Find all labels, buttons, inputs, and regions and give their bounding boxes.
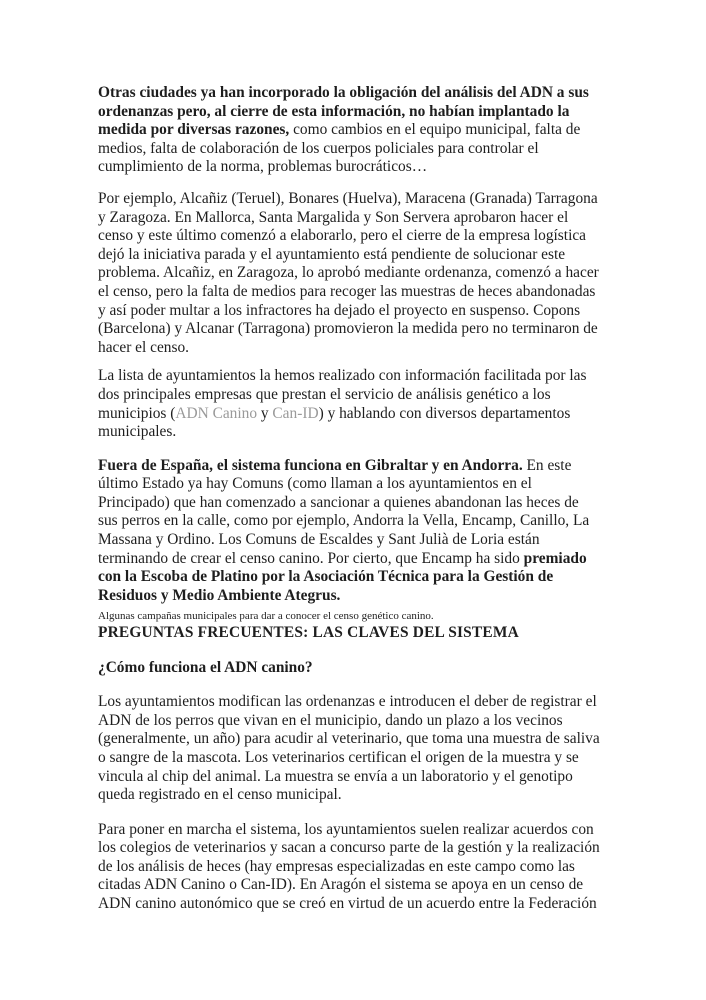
para-1 bbox=[98, 84, 616, 177]
text-segment: último Estado ya hay Comuns (como llaman a los ayuntamientos en el bbox=[98, 475, 532, 493]
text-line bbox=[98, 730, 616, 749]
text-segment: Los ayuntamientos modifican las ordenanzas e introducen el deber de registrar el bbox=[98, 693, 597, 711]
link-adn-canino[interactable]: ADN Canino bbox=[175, 404, 258, 422]
text-segment: los colegios de veterinarios y sacan a concurso parte de la gestión y la realización bbox=[98, 839, 600, 857]
text-line bbox=[98, 475, 616, 494]
para-3 bbox=[98, 367, 616, 441]
text-line bbox=[98, 512, 616, 531]
text-line bbox=[98, 246, 616, 265]
text-line bbox=[98, 264, 616, 283]
text-segment: hacer el censo. bbox=[98, 338, 190, 356]
text-line bbox=[98, 768, 616, 787]
text-line bbox=[98, 749, 616, 768]
text-segment: Para poner en marcha el sistema, los ayuntamientos suelen realizar acuerdos con bbox=[98, 820, 594, 838]
text-segment: municipales. bbox=[98, 423, 177, 441]
text-line bbox=[98, 209, 616, 228]
text-segment: medida por diversas razones, bbox=[98, 121, 290, 139]
link-can-id[interactable]: Can-ID bbox=[272, 404, 319, 422]
text-segment: vincula al chip del animal. La muestra se envía a un laboratorio y el genotipo bbox=[98, 767, 573, 785]
text-line bbox=[98, 568, 616, 587]
text-segment: queda registrado en el censo municipal. bbox=[98, 786, 342, 804]
text-line bbox=[98, 367, 616, 386]
text-line bbox=[98, 386, 616, 405]
text-segment: La lista de ayuntamientos la hemos realizado con información facilitada por las bbox=[98, 367, 587, 385]
text-segment: como cambios en el equipo municipal, falta de bbox=[289, 121, 581, 139]
text-segment: premiado bbox=[523, 549, 587, 567]
text-line bbox=[98, 405, 616, 424]
text-segment: citadas ADN Canino o Can-ID). En Aragón el sistema se apoya en un censo de bbox=[98, 876, 584, 894]
text-line bbox=[98, 423, 616, 442]
text-line bbox=[98, 712, 616, 731]
text-segment: (Barcelona) y Alcanar (Tarragona) promovieron la medida pero no terminaron de bbox=[98, 320, 598, 338]
text-segment: y bbox=[257, 404, 273, 422]
text-segment: En este bbox=[522, 456, 572, 474]
text-segment: y Zaragoza. En Mallorca, Santa Margalida y Son Servera aprobaron hacer el bbox=[98, 208, 569, 226]
document-body bbox=[98, 84, 616, 914]
text-line bbox=[98, 693, 616, 712]
text-segment: o sangre de la mascota. Los veterinarios certifican el origen de la muestra y se bbox=[98, 748, 579, 766]
text-line bbox=[98, 103, 616, 122]
text-line bbox=[98, 624, 616, 643]
text-segment: ordenanzas pero, al cierre de esta información, no habían implantado la bbox=[98, 102, 570, 120]
text-segment: con la Escoba de Platino por la Asociación Técnica para la Gestión de bbox=[98, 568, 554, 586]
text-segment: Residuos y Medio Ambiente Ategrus. bbox=[98, 586, 341, 604]
text-line bbox=[98, 786, 616, 805]
text-segment: ¿Cómo funciona el ADN canino? bbox=[98, 658, 313, 676]
text-line bbox=[98, 587, 616, 606]
para-4 bbox=[98, 457, 616, 606]
text-line bbox=[98, 190, 616, 209]
text-segment: el censo, pero la falta de medios para recoger las muestras de heces abandonadas bbox=[98, 282, 596, 300]
text-line bbox=[98, 550, 616, 569]
text-segment: Fuera de España, el sistema funciona en Gibraltar y en Andorra. bbox=[98, 456, 523, 474]
text-segment: ADN canino autonómico que se creó en virtud de un acuerdo entre la Federación bbox=[98, 895, 597, 913]
text-segment: Algunas campañas municipales para dar a conocer el censo genético canino. bbox=[98, 610, 434, 623]
text-line bbox=[98, 659, 616, 678]
para-5 bbox=[98, 693, 616, 805]
text-segment: ) y hablando con diversos departamentos bbox=[318, 404, 571, 422]
text-segment: ADN de los perros que vivan en el municipio, dando un plazo a los vecinos bbox=[98, 711, 563, 729]
question-heading bbox=[98, 659, 616, 678]
text-segment: (generalmente, un año) para acudir al veterinario, que toma una muestra de saliva bbox=[98, 730, 600, 748]
text-line bbox=[98, 895, 616, 914]
text-segment: municipios ( bbox=[98, 404, 176, 422]
text-line bbox=[98, 457, 616, 476]
text-segment: medios, falta de colaboración de los cuerpos policiales para controlar el bbox=[98, 139, 539, 157]
text-line bbox=[98, 610, 616, 624]
text-line bbox=[98, 227, 616, 246]
text-segment: Por ejemplo, Alcañiz (Teruel), Bonares (Huelva), Maracena (Granada) Tarragona bbox=[98, 189, 598, 207]
text-line bbox=[98, 839, 616, 858]
faq-heading bbox=[98, 624, 616, 643]
text-segment: dos principales empresas que prestan el servicio de análisis genético a los bbox=[98, 385, 551, 403]
para-6 bbox=[98, 821, 616, 914]
text-segment: sus perros en la calle, como por ejemplo, Andorra la Vella, Encamp, Canillo, La bbox=[98, 512, 590, 530]
text-line bbox=[98, 140, 616, 159]
text-line bbox=[98, 320, 616, 339]
text-segment: Principado) que han comenzado a sancionar a quienes abandonan las heces de bbox=[98, 493, 579, 511]
text-line bbox=[98, 283, 616, 302]
text-segment: Massana y Ordino. Los Comuns de Escaldes y Sant Julià de Loria están bbox=[98, 531, 540, 549]
text-segment: censo y este último comenzó a elaborarlo, pero el cierre de la empresa logística bbox=[98, 227, 587, 245]
text-line bbox=[98, 339, 616, 358]
text-segment: Otras ciudades ya han incorporado la obligación del análisis del ADN a sus bbox=[98, 84, 589, 101]
text-line bbox=[98, 158, 616, 177]
text-segment: PREGUNTAS FRECUENTES: LAS CLAVES DEL SISTEMA bbox=[98, 623, 519, 641]
text-line bbox=[98, 531, 616, 550]
text-line bbox=[98, 121, 616, 140]
text-line bbox=[98, 84, 616, 103]
text-segment: y así poder multar a los infractores ha dejado el proyecto en suspenso. Copons bbox=[98, 301, 581, 319]
text-line bbox=[98, 494, 616, 513]
text-line bbox=[98, 821, 616, 840]
para-2 bbox=[98, 190, 616, 357]
text-line bbox=[98, 858, 616, 877]
text-segment: dejó la iniciativa parada y el ayuntamiento está pendiente de solucionar este bbox=[98, 245, 566, 263]
text-segment: cumplimiento de la norma, problemas burocráticos… bbox=[98, 158, 428, 176]
text-line bbox=[98, 302, 616, 321]
photo-caption bbox=[98, 610, 616, 624]
text-segment: de los análisis de heces (hay empresas especializadas en este campo como las bbox=[98, 857, 575, 875]
text-segment: terminando de crear el censo canino. Por cierto, que Encamp ha sido bbox=[98, 549, 524, 567]
text-line bbox=[98, 876, 616, 895]
text-segment: problema. Alcañiz, en Zaragoza, lo aprobó mediante ordenanza, comenzó a hacer bbox=[98, 264, 599, 282]
